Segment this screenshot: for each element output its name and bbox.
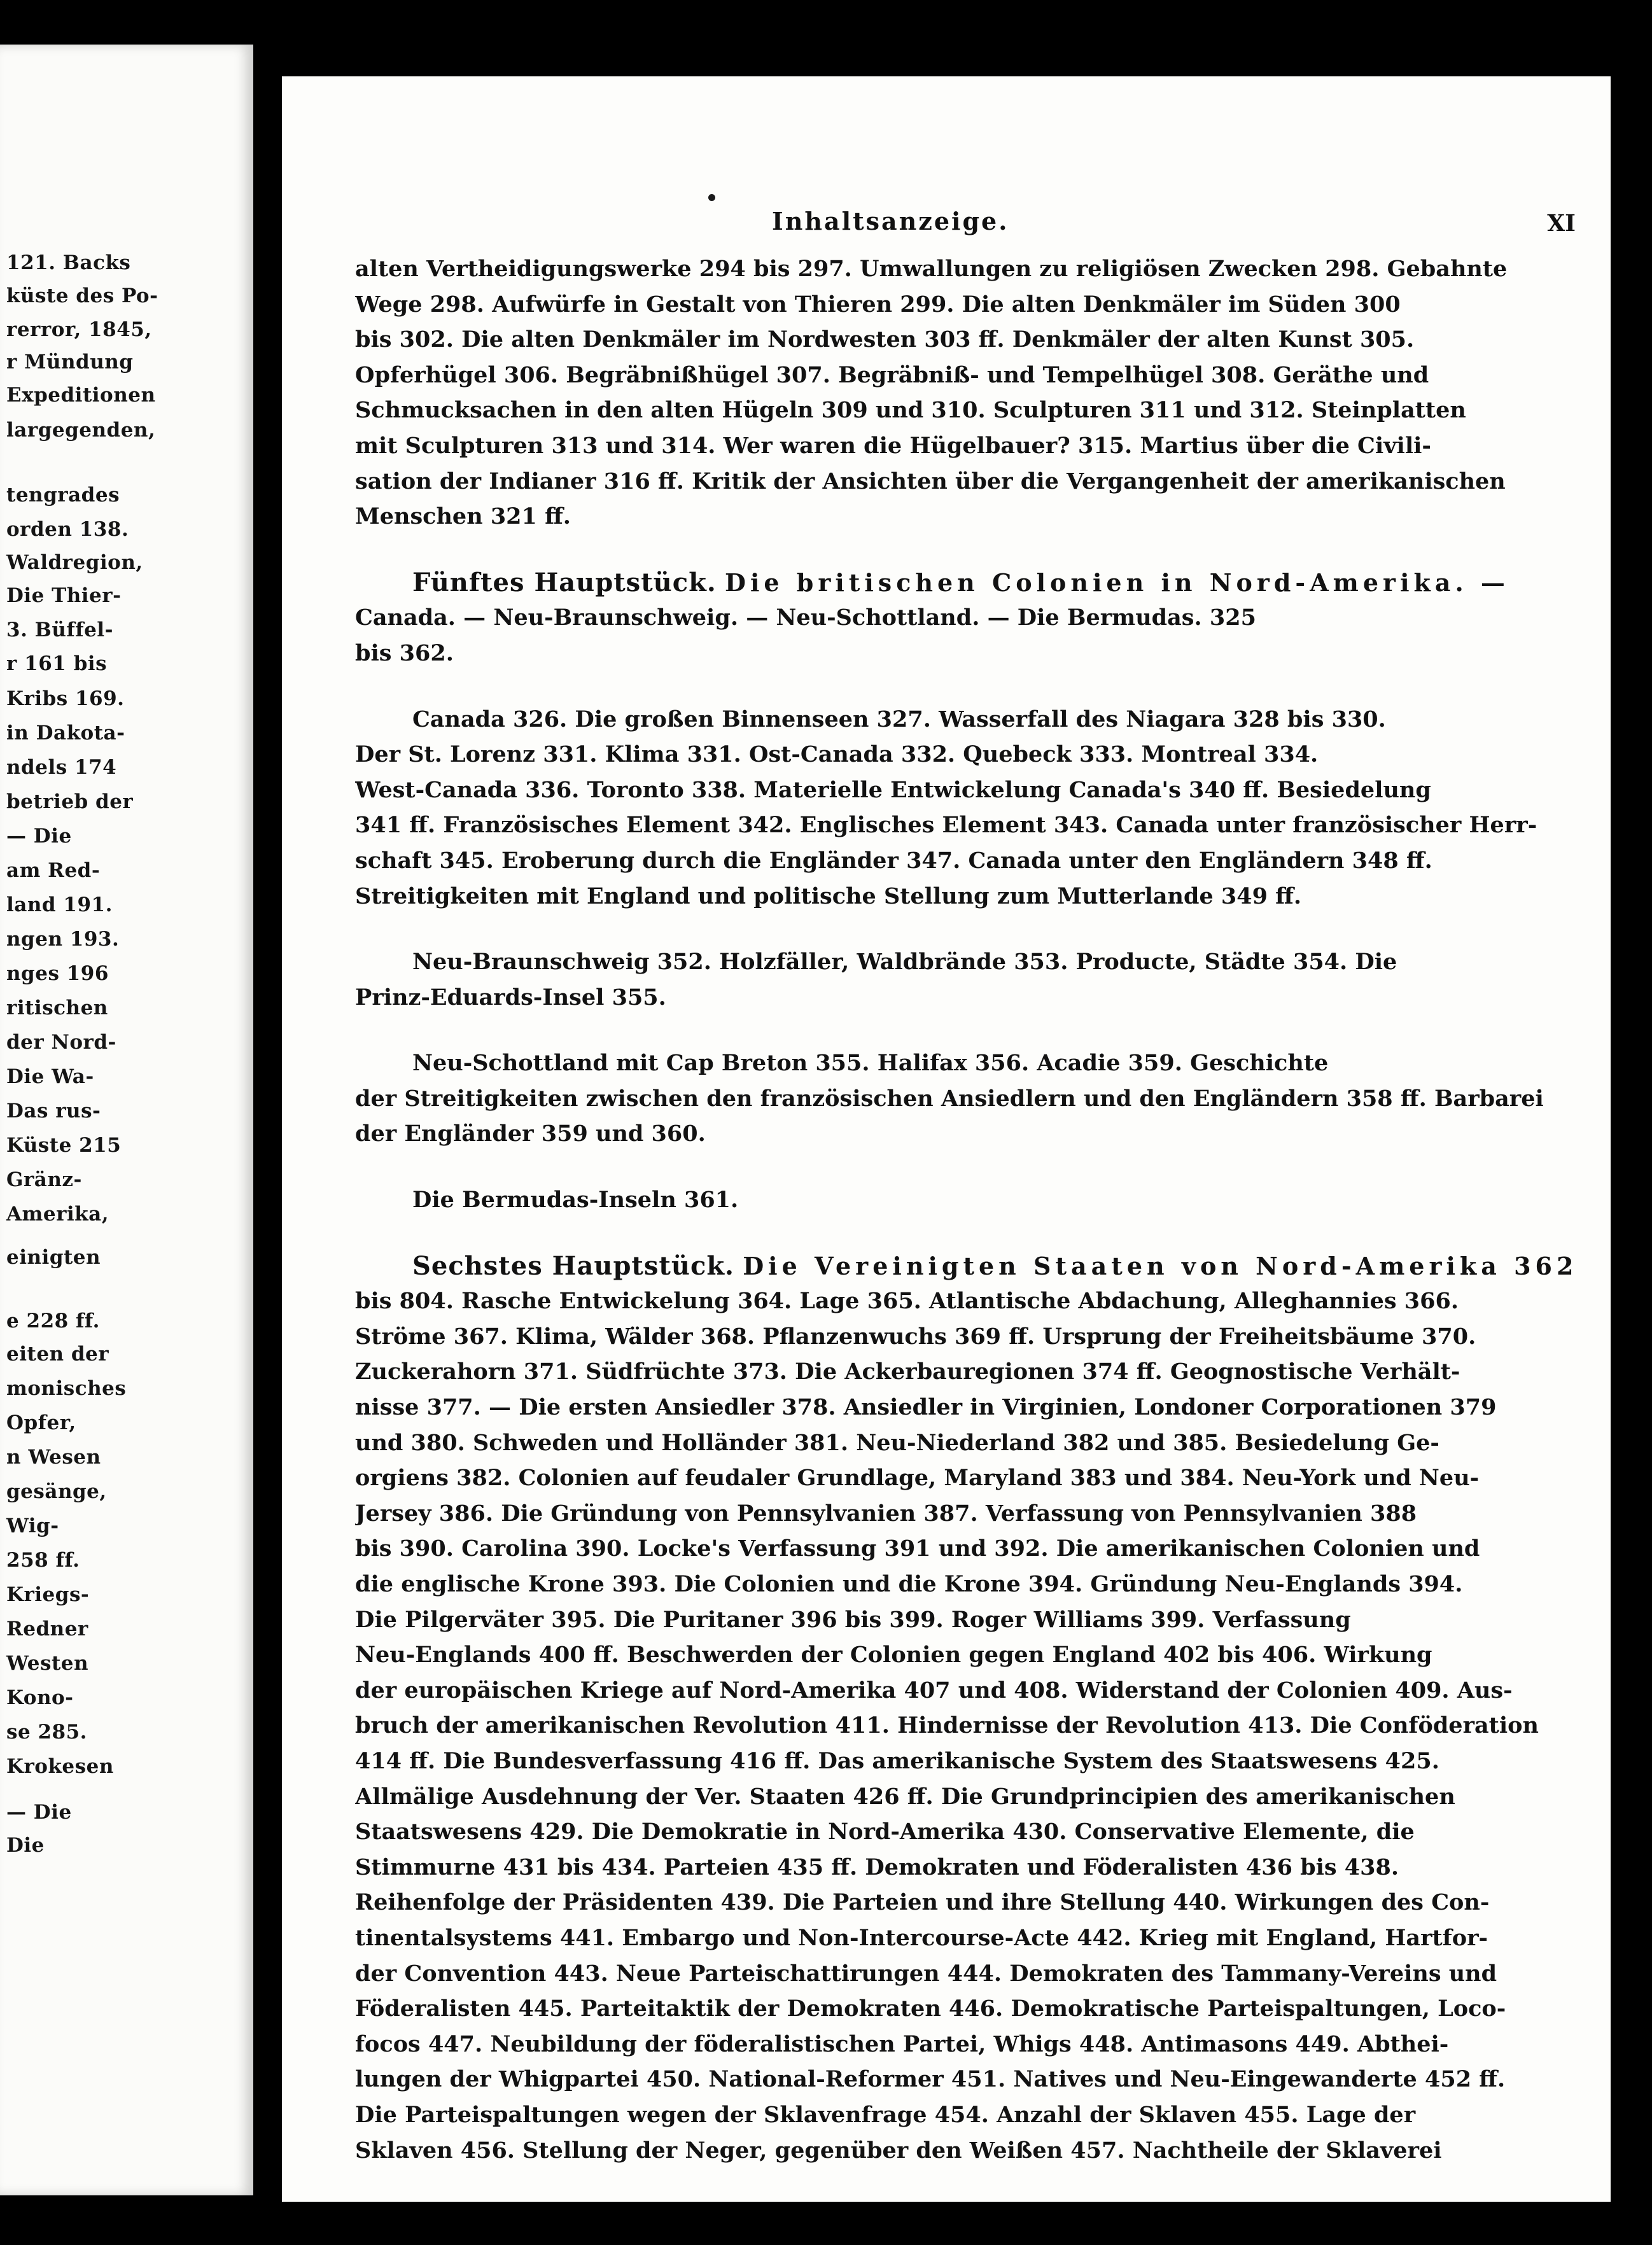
text-line: Allmälige Ausdehnung der Ver. Staaten 426 ff. Die Grundprincipien des amerikanischen xyxy=(355,1783,1455,1810)
previous-page-line: e 228 ff. xyxy=(6,1310,100,1332)
previous-page-line: Kriegs- xyxy=(6,1583,90,1606)
previous-page-line: orden 138. xyxy=(6,518,129,541)
text-line: mit Sculpturen 313 und 314. Wer waren die Hügelbauer? 315. Martius über die Civili- xyxy=(355,432,1431,459)
text-line: 414 ff. Die Bundesverfassung 416 ff. Das amerikanische System des Staatswesens 425. xyxy=(355,1747,1439,1774)
previous-page-line: ngen 193. xyxy=(6,928,120,951)
text-line: West-Canada 336. Toronto 338. Materielle Entwickelung Canada's 340 ff. Besiedelung xyxy=(355,776,1431,803)
text-line: bruch der amerikanischen Revolution 411. Hindernisse der Revolution 413. Die Conföderation xyxy=(355,1712,1539,1739)
previous-page-line: Expeditionen xyxy=(6,384,156,407)
previous-page-line: tengrades xyxy=(6,484,120,507)
previous-page-line: se 285. xyxy=(6,1721,87,1744)
previous-page-line: der Nord- xyxy=(6,1031,116,1054)
previous-page-line: r 161 bis xyxy=(6,652,108,675)
previous-page-line: gesänge, xyxy=(6,1480,107,1503)
previous-page-line: Gränz- xyxy=(6,1168,82,1191)
previous-page-line: Küste 215 xyxy=(6,1134,122,1157)
text-line: Streitigkeiten mit England und politische Stellung zum Mutterlande 349 ff. xyxy=(355,883,1302,909)
text-line: der Streitigkeiten zwischen den französischen Ansiedlern und den Engländern 358 ff. Barbarei xyxy=(355,1085,1544,1112)
text-line: Ströme 367. Klima, Wälder 368. Pflanzenwuchs 369 ff. Ursprung der Freiheitsbäume 370. xyxy=(355,1323,1476,1350)
toc-paragraph xyxy=(355,702,1585,914)
toc-paragraph xyxy=(355,251,1585,535)
text-line: alten Vertheidigungswerke 294 bis 297. Umwallungen zu religiösen Zwecken 298. Gebahnte xyxy=(355,256,1508,282)
chapter-heading-line xyxy=(355,565,1585,601)
previous-page-line: küste des Po- xyxy=(6,284,158,307)
toc-paragraph xyxy=(355,1046,1585,1152)
text-line: und 380. Schweden und Holländer 381. Neu-Niederland 382 und 385. Besiedelung Ge- xyxy=(355,1429,1439,1456)
text-line: Opferhügel 306. Begräbnißhügel 307. Begräbniß- und Tempelhügel 308. Geräthe und xyxy=(355,361,1429,388)
text-line: nisse 377. — Die ersten Ansiedler 378. Ansiedler in Virginien, Londoner Corporationen 379 xyxy=(355,1394,1497,1421)
previous-page-line: Westen xyxy=(6,1652,89,1675)
text-line: bis 362. xyxy=(355,640,454,666)
previous-page-line: betrieb der xyxy=(6,790,134,813)
previous-page-line: Krokesen xyxy=(6,1755,114,1778)
toc-paragraph xyxy=(355,944,1585,1015)
text-line: der Engländer 359 und 360. xyxy=(355,1121,706,1147)
previous-page-line: ritischen xyxy=(6,997,108,1019)
previous-page-line: 258 ff. xyxy=(6,1549,80,1572)
previous-page-line: — Die xyxy=(6,825,72,848)
previous-page xyxy=(0,45,253,2195)
previous-page-line: Redner xyxy=(6,1618,88,1640)
previous-page-line: in Dakota- xyxy=(6,722,125,745)
chapter-heading-line xyxy=(355,1248,1585,1284)
text-line: schaft 345. Eroberung durch die Engländer 347. Canada unter den Engländern 348 ff. xyxy=(355,847,1432,874)
previous-page-line: ndels 174 xyxy=(6,756,117,779)
text-line: Die Bermudas-Inseln 361. xyxy=(412,1187,739,1213)
text-line: bis 390. Carolina 390. Locke's Verfassung 391 und 392. Die amerikanischen Colonien und xyxy=(355,1535,1480,1562)
previous-page-line: Amerika, xyxy=(6,1203,109,1226)
text-line: Menschen 321 ff. xyxy=(355,503,571,530)
text-line: Neu-Braunschweig 352. Holzfäller, Waldbrände 353. Producte, Städte 354. Die xyxy=(412,949,1397,976)
chapter-entry xyxy=(355,1248,1585,2168)
text-line: Der St. Lorenz 331. Klima 331. Ost-Canada 332. Quebeck 333. Montreal 334. xyxy=(355,741,1319,768)
text-line: Die Parteispaltungen wegen der Sklavenfrage 454. Anzahl der Sklaven 455. Lage der xyxy=(355,2101,1416,2128)
text-line: sation der Indianer 316 ff. Kritik der Ansichten über die Vergangenheit der amerikanischen xyxy=(355,468,1506,494)
chapter-subtitle: Die Vereinigten Staaten von Nord-Amerika 362 xyxy=(743,1251,1578,1280)
text-line: Prinz-Eduards-Insel 355. xyxy=(355,984,666,1011)
text-line: Neu-Englands 400 ff. Beschwerden der Colonien gegen England 402 bis 406. Wirkung xyxy=(355,1642,1432,1668)
text-line: Neu-Schottland mit Cap Breton 355. Halifax 356. Acadie 359. Geschichte xyxy=(412,1050,1329,1077)
text-line: Canada. — Neu-Braunschweig. — Neu-Schottland. — Die Bermudas. 325 xyxy=(355,605,1256,631)
chapter-title: Fünftes Hauptstück. xyxy=(412,567,717,598)
previous-page-line: Das rus- xyxy=(6,1100,101,1122)
document-page xyxy=(282,76,1611,2202)
chapter-subtitle: Die britischen Colonien in Nord-Amerika. — xyxy=(724,568,1509,597)
previous-page-line: monisches xyxy=(6,1377,127,1400)
chapter-title: Sechstes Hauptstück. xyxy=(412,1250,734,1281)
previous-page-line: — Die xyxy=(6,1801,72,1824)
previous-page-line: largegenden, xyxy=(6,419,156,442)
running-head: Inhaltsanzeige. xyxy=(772,207,1009,235)
text-line: Reihenfolge der Präsidenten 439. Die Parteien und ihre Stellung 440. Wirkungen des Con- xyxy=(355,1889,1490,1916)
text-line: der europäischen Kriege auf Nord-Amerika 407 und 408. Widerstand der Colonien 409. Aus- xyxy=(355,1677,1513,1703)
previous-page-line: einigten xyxy=(6,1246,101,1269)
page-header xyxy=(282,207,1611,251)
previous-page-line: Die Wa- xyxy=(6,1065,94,1088)
previous-page-line: Opfer, xyxy=(6,1411,76,1434)
previous-page-line: Kono- xyxy=(6,1686,74,1709)
previous-page-line: r Mündung xyxy=(6,351,134,374)
text-line: focos 447. Neubildung der föderalistischen Partei, Whigs 448. Antimasons 449. Abthei- xyxy=(355,2031,1449,2057)
previous-page-line: Die Thier- xyxy=(6,584,122,607)
toc-paragraph xyxy=(355,1182,1585,1218)
text-line: Wege 298. Aufwürfe in Gestalt von Thieren 299. Die alten Denkmäler im Süden 300 xyxy=(355,291,1401,318)
text-line: Die Pilgerväter 395. Die Puritaner 396 bis 399. Roger Williams 399. Verfassung xyxy=(355,1606,1351,1633)
previous-page-line: 3. Büffel- xyxy=(6,619,113,641)
table-of-contents-text xyxy=(355,251,1585,2168)
text-line: bis 302. Die alten Denkmäler im Nordwesten 303 ff. Denkmäler der alten Kunst 305. xyxy=(355,326,1415,353)
text-line: lungen der Whigpartei 450. National-Reformer 451. Natives und Neu-Eingewanderte 452 ff. xyxy=(355,2066,1506,2093)
previous-page-line: Kribs 169. xyxy=(6,687,125,710)
text-line: Jersey 386. Die Gründung von Pennsylvanien 387. Verfassung von Pennsylvanien 388 xyxy=(355,1500,1417,1527)
text-line: Stimmurne 431 bis 434. Parteien 435 ff. Demokraten und Föderalisten 436 bis 438. xyxy=(355,1854,1399,1880)
previous-page-line: am Red- xyxy=(6,859,101,882)
page-number: XI xyxy=(1547,210,1576,237)
previous-page-line: eiten der xyxy=(6,1343,109,1366)
previous-page-line: Die xyxy=(6,1834,45,1857)
previous-page-line: rerror, 1845, xyxy=(6,318,152,341)
previous-page-line: Waldregion, xyxy=(6,551,143,574)
previous-page-line: Wig- xyxy=(6,1514,59,1537)
text-line: 341 ff. Französisches Element 342. Englisches Element 343. Canada unter französischer Herr- xyxy=(355,812,1537,839)
text-line: die englische Krone 393. Die Colonien und die Krone 394. Gründung Neu-Englands 394. xyxy=(355,1571,1463,1597)
text-line: Staatswesens 429. Die Demokratie in Nord-Amerika 430. Conservative Elemente, die xyxy=(355,1819,1415,1845)
previous-page-line: land 191. xyxy=(6,893,113,916)
chapter-entry xyxy=(355,565,1585,671)
text-line: tinentalsystems 441. Embargo und Non-Intercourse-Acte 442. Krieg mit England, Hartfor- xyxy=(355,1924,1488,1951)
text-line: Sklaven 456. Stellung der Neger, gegenüber den Weißen 457. Nachtheile der Sklaverei xyxy=(355,2137,1442,2164)
text-line: Föderalisten 445. Parteitaktik der Demokraten 446. Demokratische Parteispaltungen, Loco- xyxy=(355,1996,1506,2022)
previous-page-line: nges 196 xyxy=(6,962,109,985)
text-line: Zuckerahorn 371. Südfrüchte 373. Die Ackerbauregionen 374 ff. Geognostische Verhält- xyxy=(355,1359,1460,1385)
text-line: bis 804. Rasche Entwickelung 364. Lage 365. Atlantische Abdachung, Alleghannies 366. xyxy=(355,1288,1459,1315)
text-line: orgiens 382. Colonien auf feudaler Grundlage, Maryland 383 und 384. Neu-York und Neu- xyxy=(355,1465,1480,1492)
text-line: Canada 326. Die großen Binnenseen 327. Wasserfall des Niagara 328 bis 330. xyxy=(412,706,1386,732)
text-line: der Convention 443. Neue Parteischattirungen 444. Demokraten des Tammany-Vereins und xyxy=(355,1960,1497,1987)
previous-page-line: 121. Backs xyxy=(6,251,131,274)
ink-dot xyxy=(708,194,715,201)
previous-page-line: n Wesen xyxy=(6,1446,101,1469)
text-line: Schmucksachen in den alten Hügeln 309 und 310. Sculpturen 311 und 312. Steinplatten xyxy=(355,397,1466,424)
